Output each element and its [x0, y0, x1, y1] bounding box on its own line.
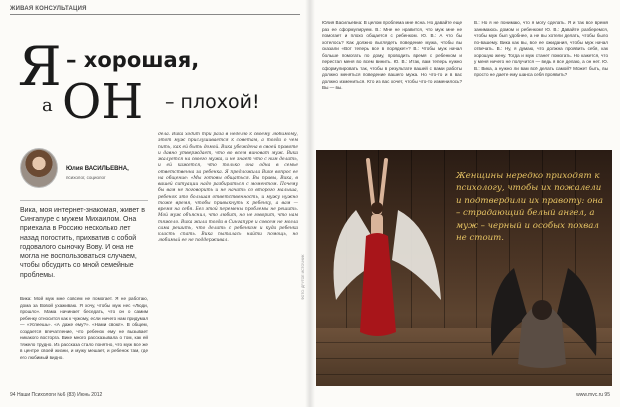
body-column-left-2: дела. Вика ходит три раза в неделю к своему любимому, этот муж прислушивается к советам, а тогда о чем пить, как ей быть домой. Вика убеждена в своей правоте и давно утверждает, что во всем виноват муж. Вика жалуется на своего мужа, и не знает что с ним делать, и ей кажется, что только она одна в семье ответственна за ребенка. Я предложила Вике вопрос ее на общение: «Мы готовы общаться. Вы правы, Вика, в вашей ситуации надо разбираться с моментом. Почему бы вам не поговорить и не начать со второго малыша, ребенок это большая ответственность, и мужу нужно тоже время, чтобы привыкнуть к ребенку, а вам — время на себя. Без этой перемены проблемы не решить. Мой муж объяснил, что любит, но не говорит, что нам тяжело. Вика жила тогда в Сингапуре и совсем не могла сама решить, что делать с ребенком и куда ребенка класть спать. Вика пыталась найти помощь, но любимый ее не поддерживал.: [158, 132, 298, 244]
footer-right-folio: www.mvc.ru 95: [576, 392, 610, 398]
body-column-right-2: В.: Но я не понимаю, что я могу сделать. Я и так все время занимаюсь домом и ребенком! Ю. В.: Давайте разберемся, чтобы муж был удобнее, а не вы хотели делать, чтобы было по-вашему. Вика как вы, все ее ожидания, чтобы муж начал отвечать. В.: Ну, я думаю, что должна проявить себя, как хорошую жену. Тогда и муж станет помогать. Но кажется, что у меня ничего не получится — ведь я все делаю, а он нет. Ю. В.: Вика, а нужно ли вам всё делать самой? Может быть, вы просто не даете ему шанса себя проявить?: [474, 20, 608, 78]
headline-letter-ya: Я: [18, 35, 62, 98]
author-divider: [20, 200, 148, 201]
section-divider: [10, 14, 300, 15]
body-column-right-1: Юлия Васильевна: В целом проблема мне ясна. Но давайте еще раз ее сформулируем. В.: Мне не нравится, что муж мне не помогает и плохо общается с ребенком. Ю. В.: А что бы хотелось? Как должно выглядеть поведение мужа, чтобы вы сказали «Вот теперь все в порядке!»? В.: Чтобы муж начал больше помогать по дому, проводить время с ребенком и перестал меня во всем винить. Ю. В.: Итак, вам теперь нужно сформулировать так, чтобы в результате вашей с вами работы должно меняться поведение вашего мужа. Но что-то и в вас должно измениться. Кто из вас хочет, чтобы что-то изменилось? Вы — вы.: [322, 20, 462, 91]
section-label: ЖИВАЯ КОНСУЛЬТАЦИЯ: [10, 6, 87, 12]
footer-left-folio: 94 Наши Психологи №6 (83) Июнь 2012: [10, 392, 103, 398]
author-name: Юлия ВАСИЛЬЕВНА,: [66, 166, 129, 172]
body-column-left-1: Вика: Мой муж мне совсем не помогает. Я не работаю, дома за Вовой ухаживаю. Я хочу, чтобы муж нес «Люди, прошло». Мама начинает беседать, что он о самим ребенку относится как к чужому, если ничего нам придумал — «Успеешь». «А даже ему?». «Нами свою!». В общем, создается впечатление, что ребенок ему не вызывает никакого восторга. Вике много рассказывала о том, как ей тяжело трудно. Из рассказа стало понятно, что муж все же в центре своей жизни, и мужу мешает, и ребенок там, где его любимый видно.: [20, 296, 148, 360]
angel-illustration: [316, 150, 612, 386]
image-credit: ФОТО: ДРУГОЕ ИСТОЧНИК: [301, 254, 305, 300]
author-photo: [20, 148, 58, 188]
page-gutter: [305, 0, 315, 407]
pull-quote: Женщины нередко приходят к психологу, чтобы их пожалели и подтвердили их правоту: она – страдающий белый ангел, а муж – черный и особых похвал не стоит.: [456, 171, 604, 244]
lead-paragraph: Вика, моя интернет-знакомая, живет в Сингапуре с мужем Михаилом. Она приехала в Россию несколько лет назад погостить, прихватив с собой годовалого сыночку Вову. И она не могла не воспользоваться случаем, чтобы обсудить со мной семейные проблемы.: [20, 207, 145, 279]
headline-line2: – плохой!: [165, 91, 260, 113]
headline-line1: – хорошая,: [66, 48, 200, 72]
headline-conjunction: а: [42, 95, 53, 116]
author-role: психолог, социолог: [66, 175, 106, 180]
headline-word-on: ОН: [62, 74, 144, 130]
